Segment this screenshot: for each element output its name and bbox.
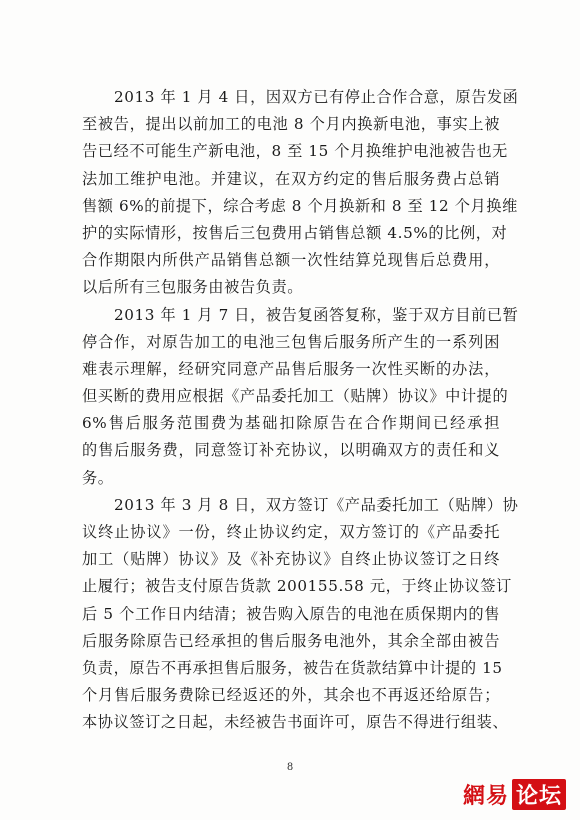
text-line: 6%售后服务范围费为基础扣除原告在合作期间已经承担	[82, 414, 500, 433]
text-line: 负责，原告不再承担售后服务，被告在货款结算中计提的 15	[82, 658, 503, 677]
text-line: 后服务除原告已经承担的售后服务电池外，其余全部由被告	[82, 631, 500, 650]
text-line: 务。	[82, 468, 114, 487]
text-line: 但买断的费用应根据《产品委托加工（贴牌）协议》中计提的	[82, 387, 509, 406]
text-line: 2013 年 3 月 8 日，双方签订《产品委托加工（贴牌）协	[114, 495, 519, 514]
text-line: 议终止协议》一份，终止协议约定，双方签订的《产品委托	[82, 523, 500, 541]
text-line: 法加工维护电池。并建议，在双方约定的售后服务费占总销	[82, 169, 500, 188]
text-line: 以后所有三包服务由被告负责。	[82, 278, 304, 297]
document-body	[82, 84, 519, 737]
paragraph-1	[82, 84, 519, 302]
text-line: 合作期限内所供产品销售总额一次性结算兑现售后总费用，	[82, 251, 500, 270]
page-number: 8	[286, 762, 294, 773]
text-line: 告已经不可能生产新电池，8 至 15 个月换维护电池被告也无	[82, 142, 508, 161]
text-line: 2013 年 1 月 4 日，因双方已有停止合作合意，原告发函	[114, 88, 519, 106]
text-line: 加工（贴牌）协议》及《补充协议》自终止协议签订之日终	[82, 550, 500, 569]
text-line: 个月售后服务费除已经返还的外，其余也不再返还给原告；	[82, 686, 500, 705]
paragraph-2	[82, 302, 519, 492]
text-line: 难表示理解，经研究同意产品售后服务一次性买断的办法，	[82, 359, 500, 378]
watermark-forum-text: 论坛	[512, 779, 566, 810]
text-line: 售额 6%的前提下，综合考虑 8 个月换新和 8 至 12 个月换维	[82, 196, 518, 215]
text-line: 停合作，对原告加工的电池三包售后服务所产生的一系列困	[82, 332, 500, 351]
text-line: 止履行；被告支付原告货款 200155.58 元，于终止协议签订	[82, 577, 512, 596]
text-line: 2013 年 1 月 7 日，被告复函答复称，鉴于双方目前已暂	[114, 305, 519, 324]
text-line: 后 5 个工作日内结清；被告购入原告的电池在质保期内的售	[82, 604, 500, 623]
text-line: 本协议签订之日起，未经被告书面许可，原告不得进行组装、	[82, 713, 509, 732]
paragraph-3	[82, 492, 519, 737]
text-line: 护的实际情形，按售后三包费用占销售总额 4.5%的比例，对	[82, 223, 508, 242]
netease-forum-watermark	[463, 779, 566, 810]
watermark-netease-text: 網易	[462, 784, 509, 809]
text-line: 至被告，提出以前加工的电池 8 个月内换新电池，事实上被	[82, 115, 500, 134]
text-line: 的售后服务费，同意签订补充协议，以明确双方的责任和义	[82, 441, 500, 460]
